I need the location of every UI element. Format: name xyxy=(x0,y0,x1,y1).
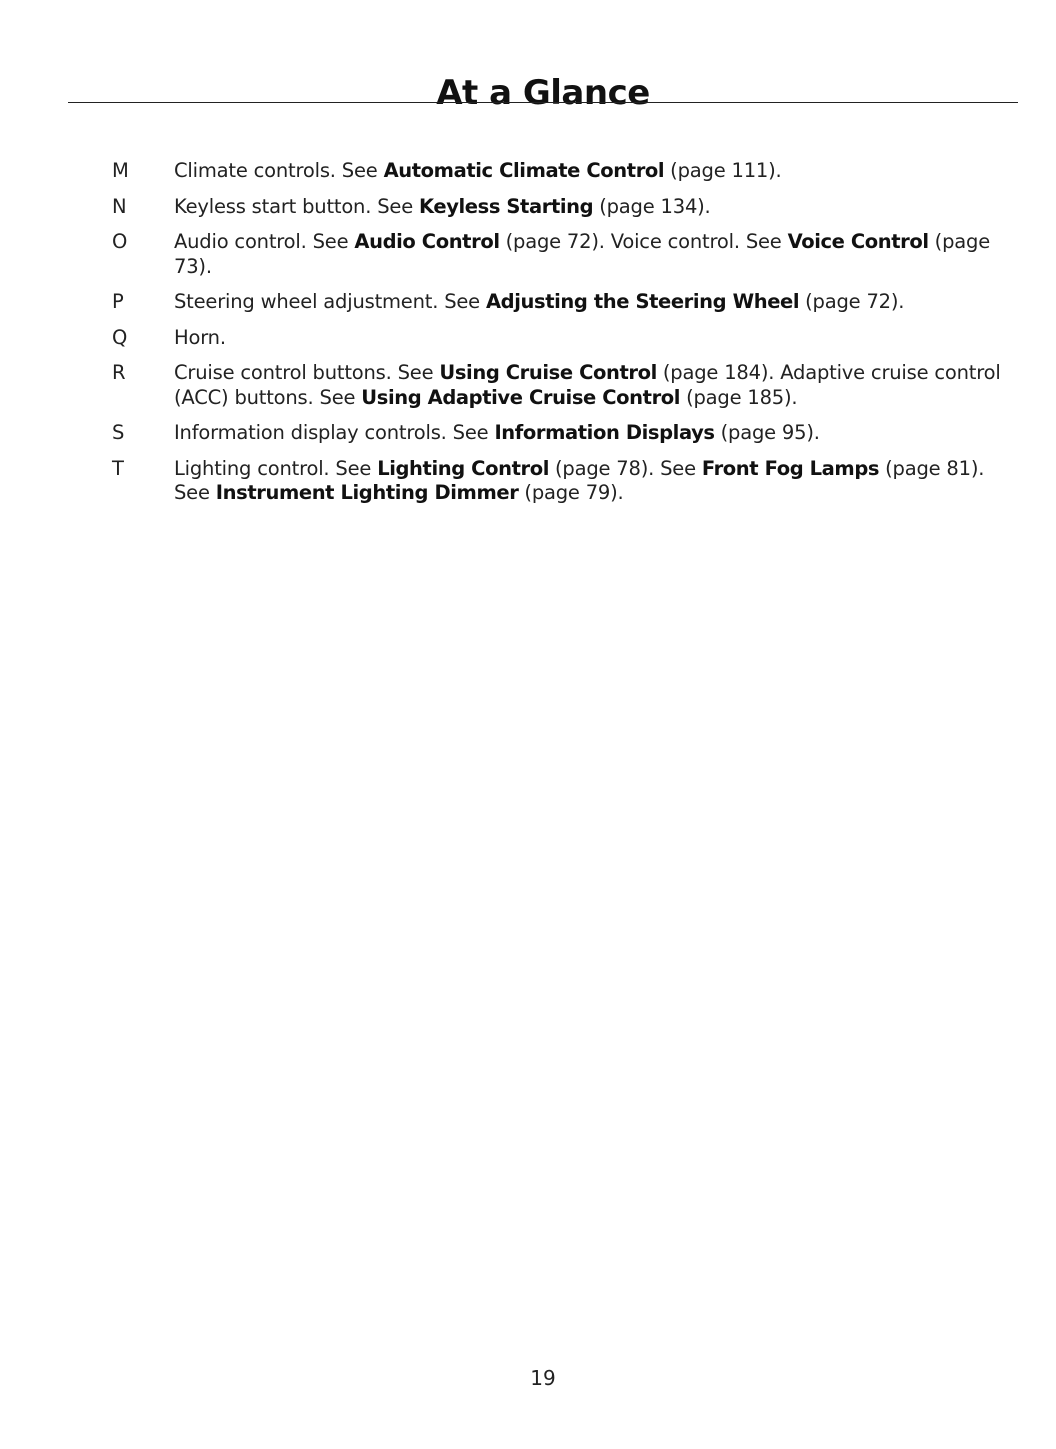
legend-description: Horn. xyxy=(174,325,226,349)
cross-reference-title: Instrument Lighting Dimmer xyxy=(215,481,519,504)
cross-reference-title: Lighting Control xyxy=(377,456,549,480)
legend-description: Steering wheel adjustment. See Adjusting the Steering Wheel (page 72). xyxy=(174,290,905,313)
legend-key: S xyxy=(112,421,125,444)
legend-key: N xyxy=(112,194,127,218)
cross-reference-title: Audio Control xyxy=(354,230,500,253)
legend-description: Keyless start button. See Keyless Starting (page 134). xyxy=(174,194,711,218)
legend-description: Information display controls. See Information Displays (page 95). xyxy=(174,421,820,444)
legend-key: M xyxy=(112,159,129,182)
legend-description: Climate controls. See Automatic Climate Control (page 111). xyxy=(174,159,782,182)
legend-item-m xyxy=(112,159,1012,184)
page-title: At a Glance xyxy=(436,72,650,113)
legend-item-o xyxy=(112,230,1012,279)
legend-list xyxy=(112,159,1012,517)
cross-reference-title: Voice Control xyxy=(787,230,929,253)
legend-item-t xyxy=(112,457,1012,506)
legend-key: O xyxy=(112,230,128,253)
legend-item-p xyxy=(112,290,1012,315)
cross-reference-title: Automatic Climate Control xyxy=(383,159,665,182)
page-number: 19 xyxy=(530,1366,556,1390)
cross-reference-title: Using Cruise Control xyxy=(439,361,657,384)
legend-description: Lighting control. See Lighting Control (page 78). See Front Fog Lamps (page 81). See Instrument Lighting Dimmer (page 79). xyxy=(174,456,985,504)
legend-key: R xyxy=(112,361,126,384)
cross-reference-title: Front Fog Lamps xyxy=(701,456,880,480)
legend-description: Audio control. See Audio Control (page 72). Voice control. See Voice Control (page 73). xyxy=(174,230,990,278)
legend-description: Cruise control buttons. See Using Cruise Control (page 184). Adaptive cruise control (ACC) buttons. See Using Adaptive Cruise Control (page 185). xyxy=(174,361,1001,409)
cross-reference-title: Keyless Starting xyxy=(419,194,594,218)
cross-reference-title: Information Displays xyxy=(494,421,715,444)
legend-item-r xyxy=(112,361,1012,410)
legend-key: Q xyxy=(112,325,128,349)
cross-reference-title: Using Adaptive Cruise Control xyxy=(361,385,681,409)
legend-item-q xyxy=(112,326,1012,351)
legend-key: P xyxy=(112,290,124,313)
cross-reference-title: Adjusting the Steering Wheel xyxy=(485,290,800,313)
legend-item-n xyxy=(112,195,1012,220)
legend-item-s xyxy=(112,421,1012,446)
legend-key: T xyxy=(112,456,124,480)
title-divider xyxy=(68,102,1018,103)
